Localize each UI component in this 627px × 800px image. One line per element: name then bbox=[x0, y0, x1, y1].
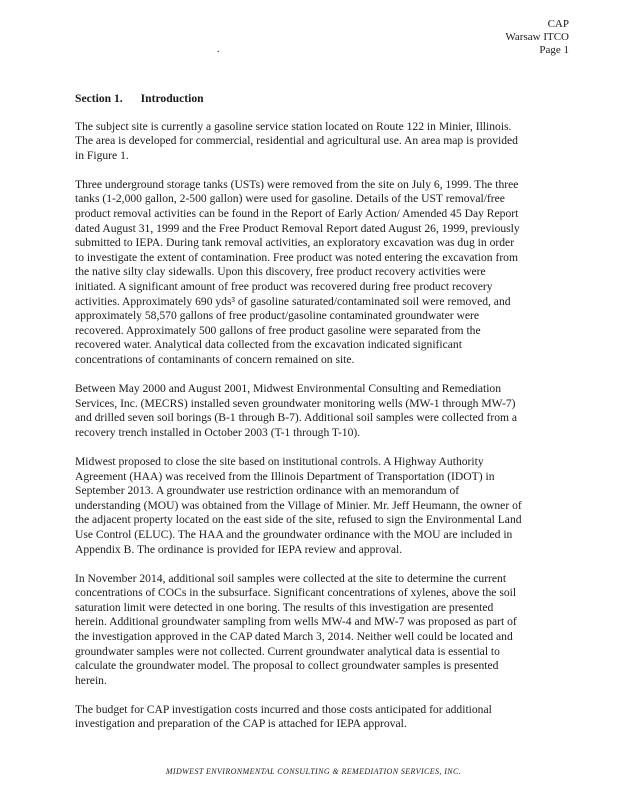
paragraph-line: and drilled seven soil borings (B-1 through B-7). Additional soil samples were collected from a bbox=[75, 411, 518, 425]
paragraph-list bbox=[75, 120, 565, 732]
paragraph-line: Services, Inc. (MECRS) installed seven groundwater monitoring wells (MW-1 through MW-7) bbox=[75, 396, 516, 410]
paragraph-line: submitted to IEPA. During tank removal activities, an exploratory excavation was dug in order bbox=[75, 236, 515, 250]
paragraph bbox=[75, 572, 565, 689]
section-title: Introduction bbox=[140, 92, 204, 105]
paragraph-line: Three underground storage tanks (USTs) were removed from the site on July 6, 1999. The three bbox=[75, 177, 519, 191]
paragraph-line: concentrations of COCs in the subsurface. Significant concentrations of xylenes, above the soil bbox=[75, 586, 517, 600]
paragraph-line: the adjacent property located on the east side of the site, refused to sign the Environmental Land bbox=[75, 513, 522, 527]
paragraph-line: initiated. A significant amount of free product was recovered during free product recovery bbox=[75, 280, 493, 294]
paragraph bbox=[75, 455, 565, 557]
paragraph-line: herein. bbox=[75, 673, 107, 687]
paragraph-line: activities. Approximately 690 yds³ of gasoline saturated/contaminated soil were removed, and bbox=[75, 294, 511, 308]
section-heading bbox=[75, 92, 565, 107]
paragraph-line: product removal activities can be found in the Report of Early Action/ Amended 45 Day Report bbox=[75, 207, 519, 221]
paragraph-line: in Figure 1. bbox=[75, 148, 129, 162]
paragraph-line: understanding (MOU) was obtained from the Village of Minier. Mr. Jeff Heumann, the owner of bbox=[75, 498, 522, 512]
paragraph-line: the investigation approved in the CAP dated March 3, 2014. Neither well could be located and bbox=[75, 630, 513, 643]
paragraph-line: saturation limit were detected in one boring. The results of this investigation are presented bbox=[75, 600, 494, 614]
paragraph-line: dated August 31, 1999 and the Free Product Removal Report dated August 26, 1999, previously bbox=[75, 221, 520, 235]
paragraph-line: to investigate the extent of contamination. Free product was noted entering the excavation from bbox=[75, 250, 518, 264]
paragraph-line: Use Control (ELUC). The HAA and the groundwater ordinance with the MOU are included in bbox=[75, 527, 513, 541]
paragraph-line: Agreement (HAA) was received from the Illinois Department of Transportation (IDOT) in bbox=[75, 469, 495, 483]
paragraph-line: the native silty clay sidewalls. Upon this discovery, free product recovery activities were bbox=[75, 265, 486, 279]
paragraph-line: calculate the groundwater model. The proposal to collect groundwater samples is presented bbox=[75, 659, 499, 673]
header-project-name: Warsaw ITCO bbox=[505, 31, 569, 43]
paragraph bbox=[75, 120, 565, 164]
paragraph-line: recovered water. Analytical data collected from the excavation indicated significant bbox=[75, 338, 462, 352]
paragraph-line: recovered. Approximately 500 gallons of free product gasoline were separated from the bbox=[75, 323, 481, 337]
paragraph-line: Between May 2000 and August 2001, Midwest Environmental Consulting and Remediation bbox=[75, 382, 502, 396]
paragraph-line: recovery trench installed in October 2003 (T-1 through T-10). bbox=[75, 425, 361, 439]
stray-mark: . bbox=[217, 44, 220, 55]
paragraph-line: The subject site is currently a gasoline service station located on Route 122 in Minier, Illinois. bbox=[75, 119, 512, 133]
paragraph bbox=[75, 382, 565, 440]
page-footer: MIDWEST ENVIRONMENTAL CONSULTING & REMEDIATION SERVICES, INC. bbox=[165, 767, 462, 776]
paragraph-line: herein. Additional groundwater sampling from wells MW-4 and MW-7 was proposed as part of bbox=[75, 615, 517, 629]
header-document-type: CAP bbox=[547, 18, 569, 30]
paragraph-line: approximately 58,570 gallons of free product/gasoline contaminated groundwater were bbox=[75, 309, 480, 323]
paragraph-line: Midwest proposed to close the site based on institutional controls. A Highway Authority bbox=[75, 454, 484, 468]
paragraph-line: investigation and preparation of the CAP is attached for IEPA approval. bbox=[75, 717, 407, 731]
document-body bbox=[75, 92, 565, 747]
header-page-number: Page 1 bbox=[539, 44, 569, 56]
paragraph bbox=[75, 703, 565, 732]
page-header bbox=[505, 18, 569, 57]
paragraph-line: groundwater samples were not collected. Current groundwater analytical data is essential to bbox=[75, 644, 500, 658]
paragraph-line: September 2013. A groundwater use restriction ordinance with an memorandum of bbox=[75, 484, 460, 498]
section-number: Section 1. bbox=[75, 92, 123, 105]
paragraph-line: concentrations of contaminants of concern remained on site. bbox=[75, 353, 355, 366]
paragraph-line: In November 2014, additional soil samples were collected at the site to determine the current bbox=[75, 571, 507, 585]
paragraph-line: The area is developed for commercial, residential and agricultural use. An area map is provided bbox=[75, 134, 518, 148]
paragraph-line: Appendix B. The ordinance is provided for IEPA review and approval. bbox=[75, 542, 403, 556]
paragraph bbox=[75, 178, 565, 368]
paragraph-line: tanks (1-2,000 gallon, 2-500 gallon) were used for gasoline. Details of the UST removal/free bbox=[75, 192, 505, 206]
paragraph-line: The budget for CAP investigation costs incurred and those costs anticipated for additional bbox=[75, 702, 492, 716]
